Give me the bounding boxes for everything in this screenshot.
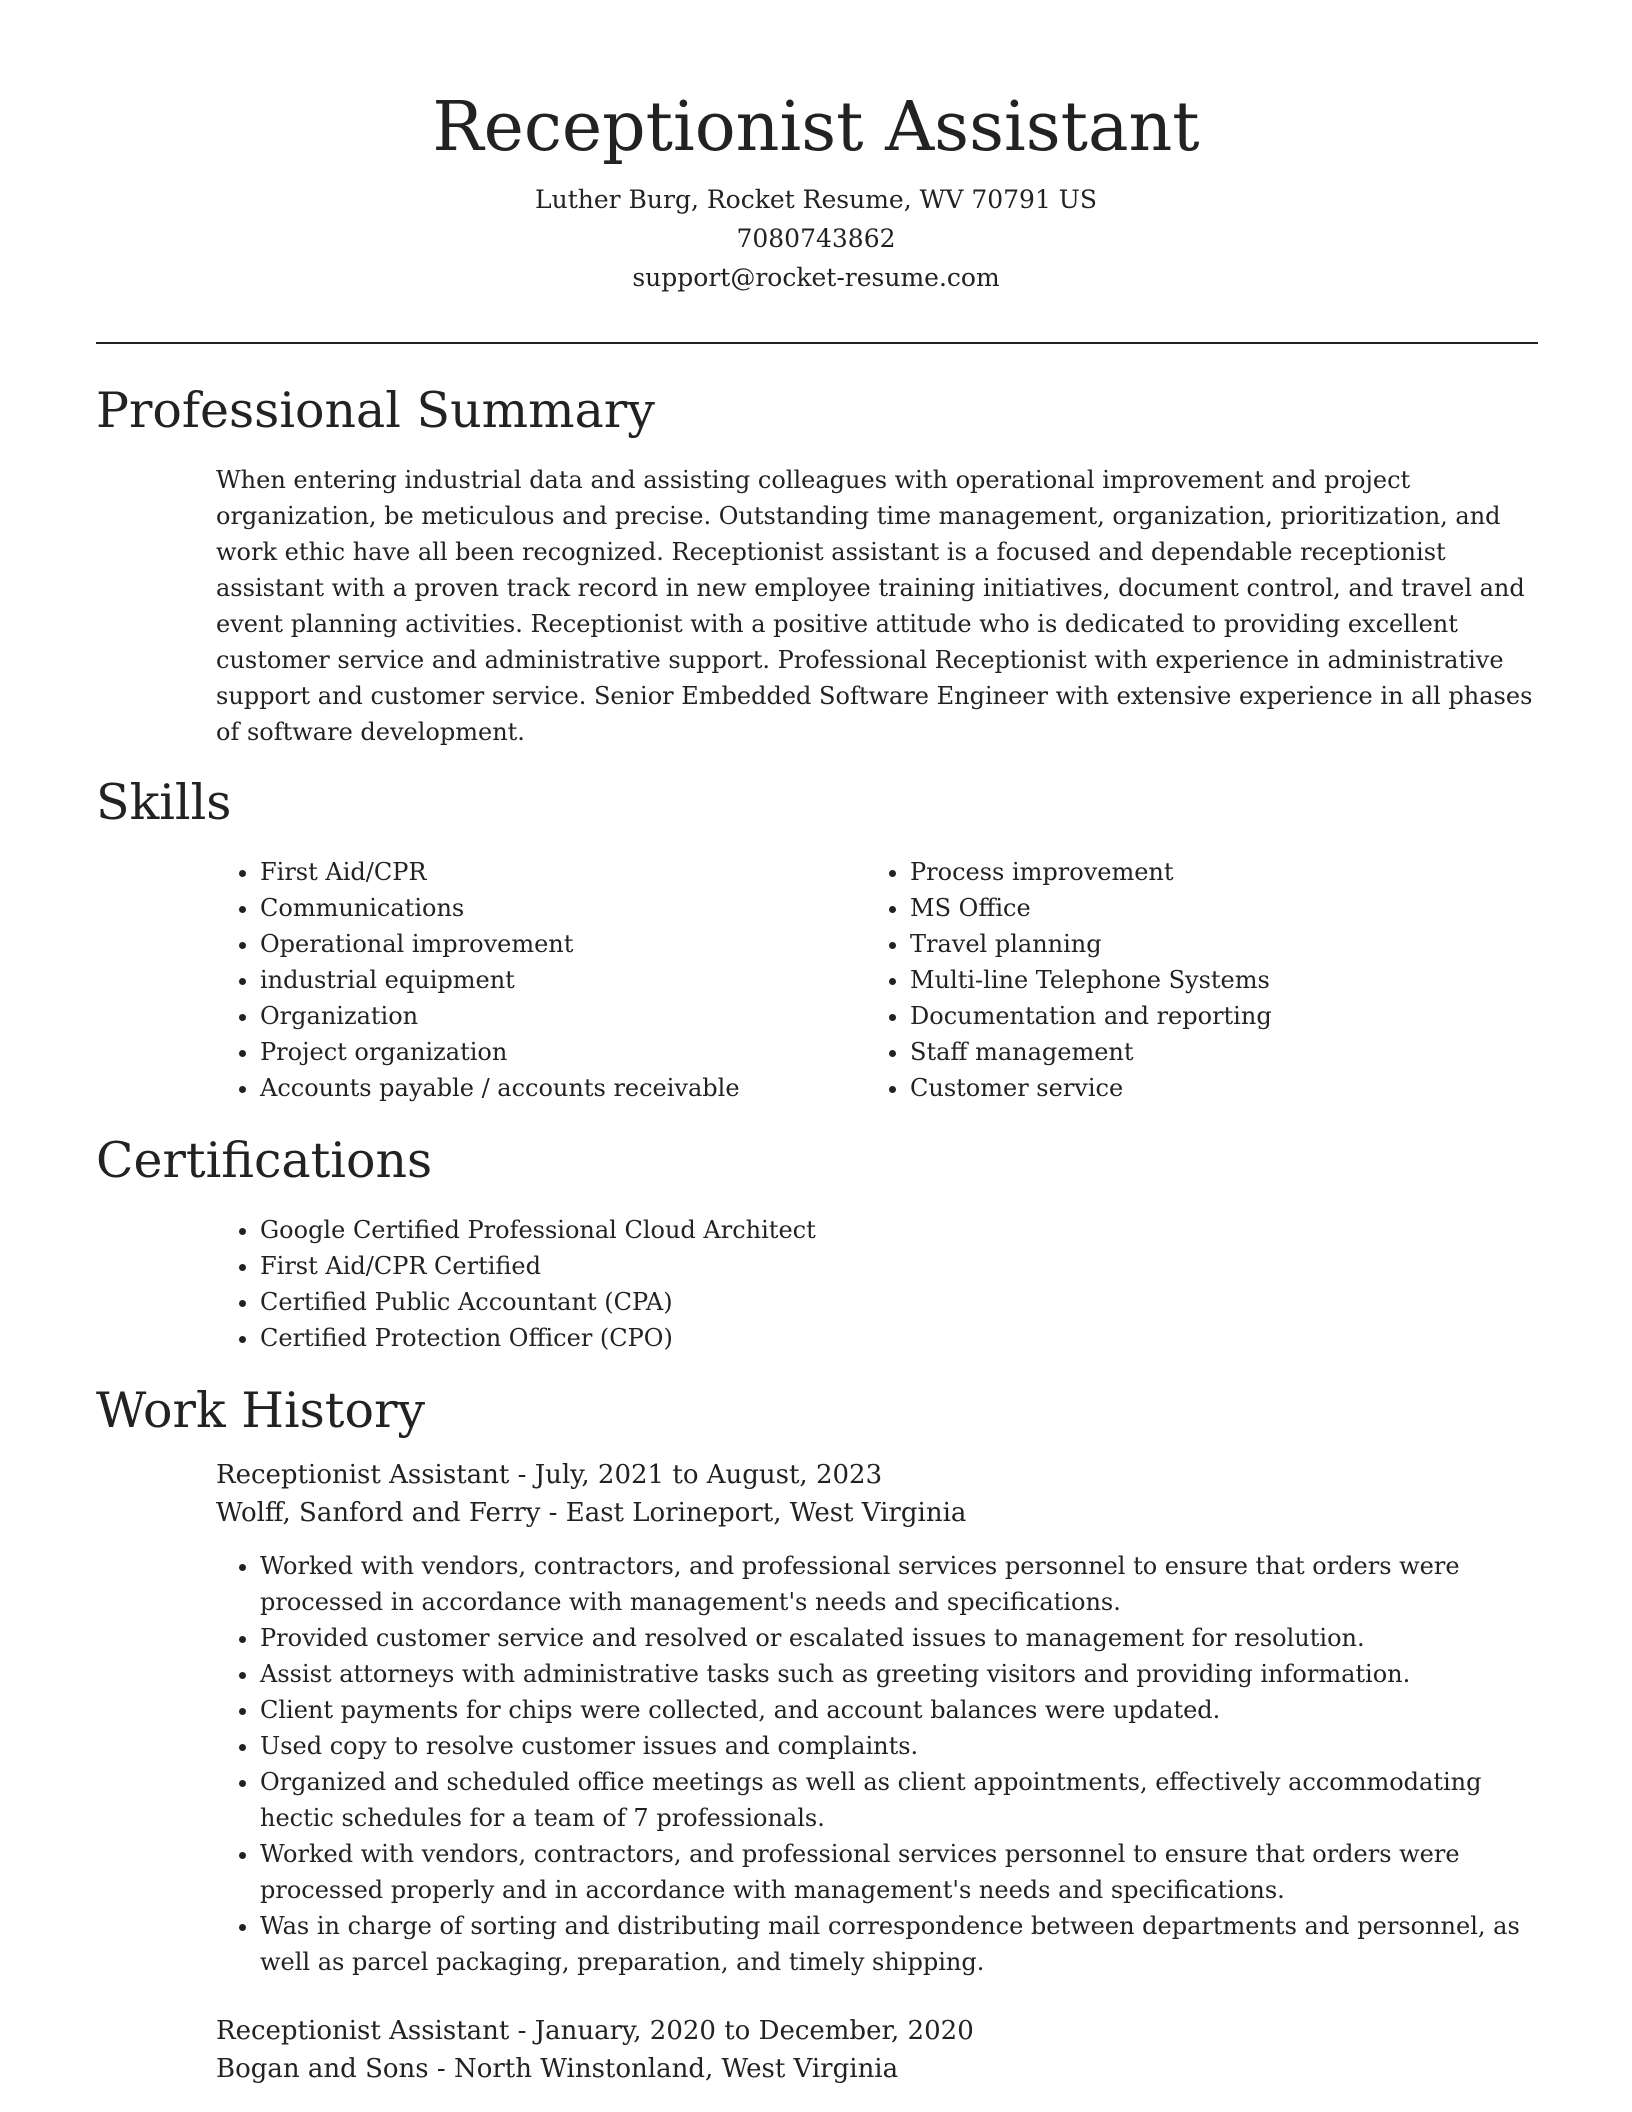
certification-item: • Certified Public Accountant (CPA) <box>260 1284 1116 1320</box>
candidate-name: Receptionist Assistant <box>432 88 1200 167</box>
summary-text: When entering industrial data and assisting colleagues with operational improvement and project organization, be meticulous and precise. Outstanding time management, organization, prioritization, and work ethic have all been recognized. Receptionist assistant is a focused and dependable receptionist assistant with a proven track record in new employee training initiatives, document control, and travel and event planning activities. Receptionist with a positive attitude who is dedicated to providing excellent customer service and administrative support. Professional Receptionist with experience in administrative support and customer service. Senior Embedded Software Engineer with extensive experience in all phases of software development. <box>216 466 1533 746</box>
skill-item: • Process improvement <box>910 854 1466 890</box>
skill-item: • MS Office <box>910 890 1466 926</box>
contact-address: Luther Burg, Rocket Resume, WV 70791 US <box>535 185 1097 214</box>
job-role: Receptionist Assistant <box>216 2016 510 2046</box>
skill-item: • Travel planning <box>910 926 1466 962</box>
job-location: North Winstonland, West Virginia <box>453 2054 899 2084</box>
job-company: Wolff, Sanford and Ferry <box>216 1498 541 1528</box>
skill-item: • Communications <box>260 890 816 926</box>
job-dates: July, 2021 to August, 2023 <box>534 1460 883 1490</box>
job-title-line: Receptionist Assistant - January, 2020 to December, 2020 <box>216 2016 974 2046</box>
section-title-skills: Skills <box>96 774 232 831</box>
skill-item: • Documentation and reporting <box>910 998 1466 1034</box>
job-bullet: • Provided customer service and resolved or escalated issues to management for resolution. <box>260 1620 1536 1656</box>
job-bullet: • Organized and scheduled office meetings as well as client appointments, effectively accommodating hectic schedules for a team of 7 professionals. <box>260 1764 1536 1836</box>
skills-list-right <box>866 854 1466 1106</box>
skill-item: • Accounts payable / accounts receivable <box>260 1070 816 1106</box>
job-dates: January, 2020 to December, 2020 <box>534 2016 974 2046</box>
job-bullet: • Was in charge of sorting and distributing mail correspondence between departments and personnel, as well as parcel packaging, preparation, and timely shipping. <box>260 1908 1536 1980</box>
skill-item: • industrial equipment <box>260 962 816 998</box>
contact-block <box>0 180 1632 297</box>
header-divider <box>96 342 1538 344</box>
job-header <box>216 2012 1516 2088</box>
skill-item: • Customer service <box>910 1070 1466 1106</box>
job-bullet: • Client payments for chips were collected, and account balances were updated. <box>260 1692 1536 1728</box>
skill-item: • Multi-line Telephone Systems <box>910 962 1466 998</box>
section-title-certifications: Certifications <box>96 1132 433 1189</box>
certification-item: • Certified Protection Officer (CPO) <box>260 1320 1116 1356</box>
certification-item: • First Aid/CPR Certified <box>260 1248 1116 1284</box>
contact-email: support@rocket-resume.com <box>632 263 1000 292</box>
job-bullet: • Assist attorneys with administrative tasks such as greeting visitors and providing information. <box>260 1656 1536 1692</box>
skill-item: • Staff management <box>910 1034 1466 1070</box>
skill-item: • First Aid/CPR <box>260 854 816 890</box>
job-title-line: Receptionist Assistant - July, 2021 to August, 2023 <box>216 1460 883 1490</box>
job-location: East Lorineport, West Virginia <box>565 1498 967 1528</box>
certifications-list <box>216 1212 1116 1356</box>
skill-item: • Organization <box>260 998 816 1034</box>
section-title-work-history: Work History <box>96 1382 426 1439</box>
job-company-line: Bogan and Sons - North Winstonland, West Virginia <box>216 2054 899 2084</box>
contact-phone: 7080743862 <box>736 224 896 253</box>
job-bullet: • Used copy to resolve customer issues and complaints. <box>260 1728 1536 1764</box>
resume-header <box>0 0 1632 297</box>
skill-item: • Project organization <box>260 1034 816 1070</box>
job-bullets <box>216 1548 1536 1980</box>
skills-list-left <box>216 854 816 1106</box>
job-bullet: • Worked with vendors, contractors, and professional services personnel to ensure that orders were processed properly and in accordance with management's needs and specifications. <box>260 1836 1536 1908</box>
job-role: Receptionist Assistant <box>216 1460 510 1490</box>
section-title-summary: Professional Summary <box>96 382 655 439</box>
job-header <box>216 1456 1516 1532</box>
job-company-line: Wolff, Sanford and Ferry - East Lorineport, West Virginia <box>216 1498 967 1528</box>
job-company: Bogan and Sons <box>216 2054 429 2084</box>
skill-item: • Operational improvement <box>260 926 816 962</box>
certification-item: • Google Certified Professional Cloud Architect <box>260 1212 1116 1248</box>
job-bullet: • Worked with vendors, contractors, and professional services personnel to ensure that orders were processed in accordance with management's needs and specifications. <box>260 1548 1536 1620</box>
